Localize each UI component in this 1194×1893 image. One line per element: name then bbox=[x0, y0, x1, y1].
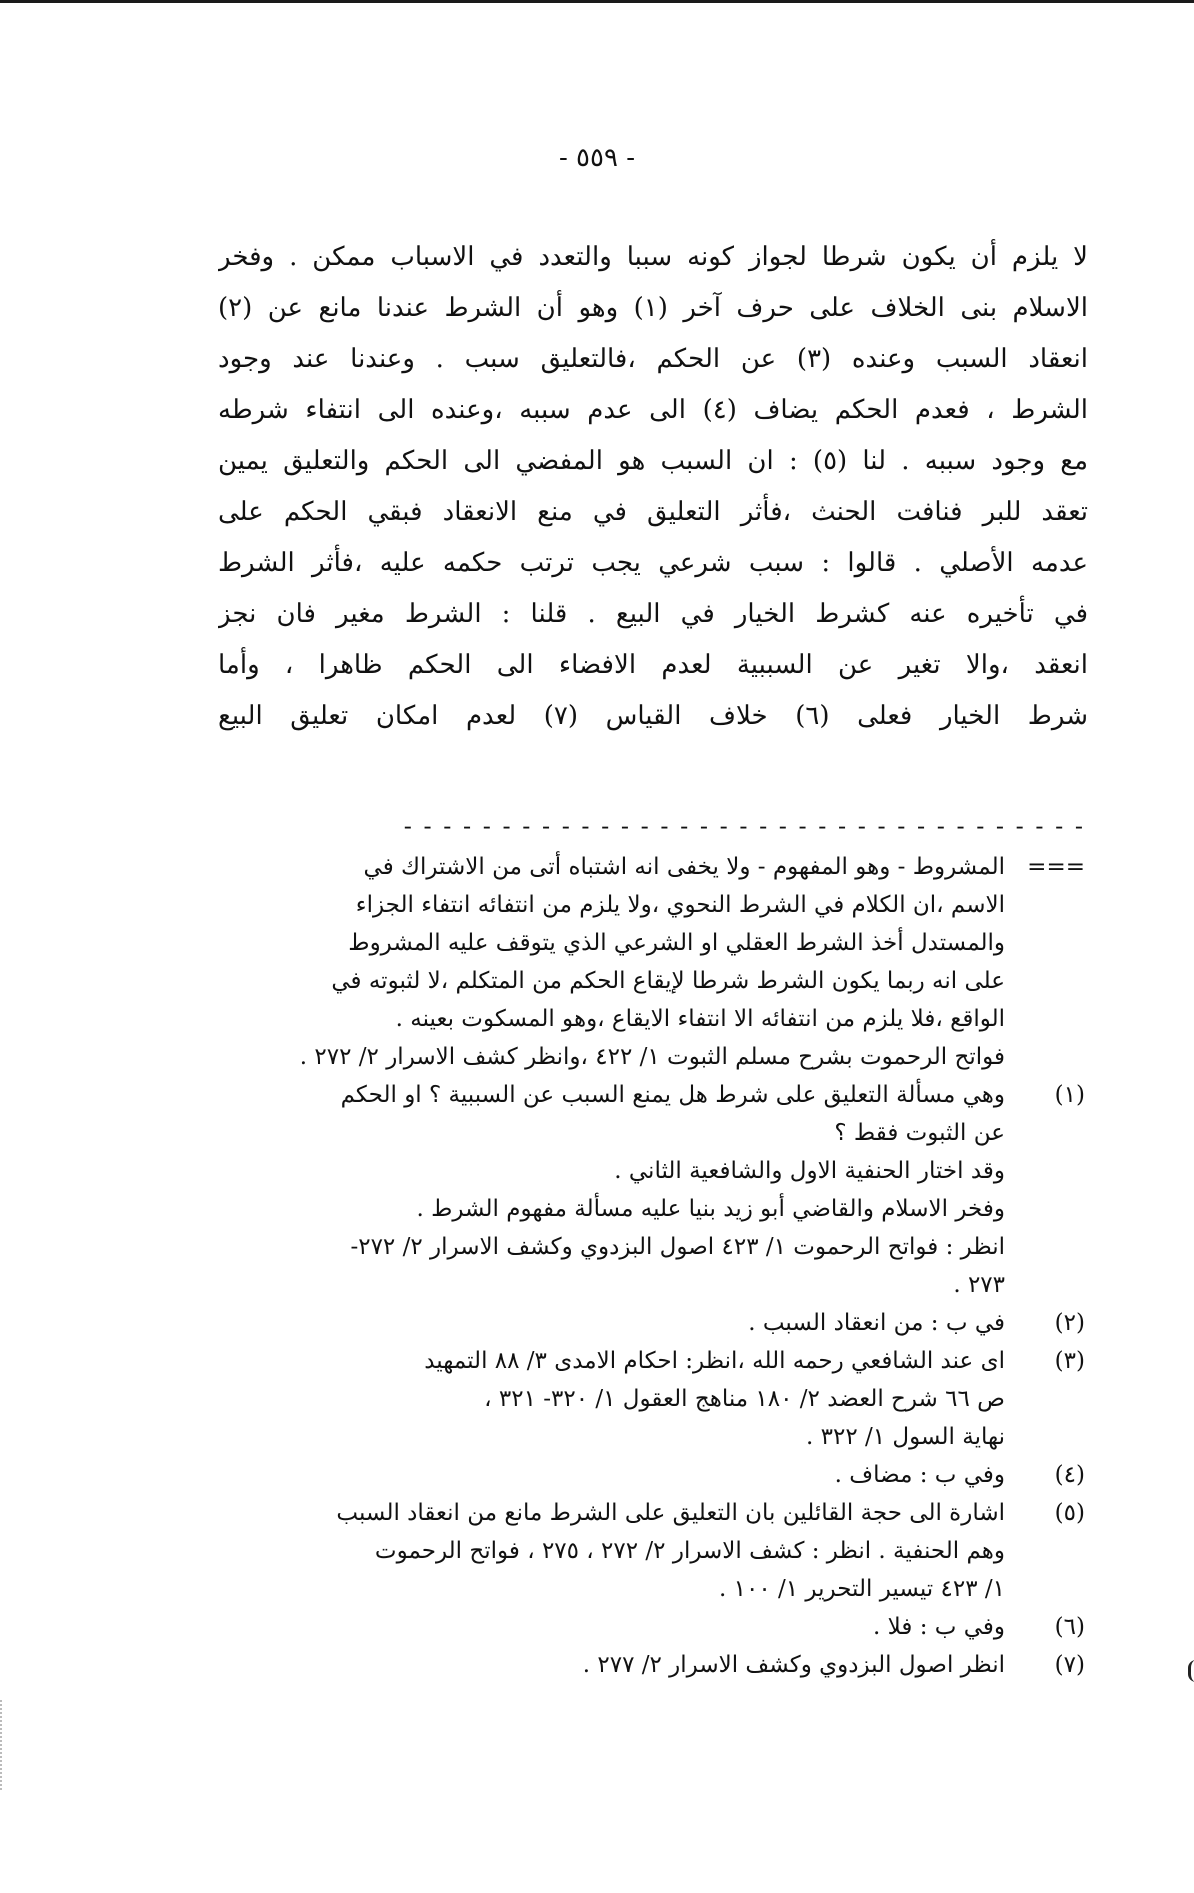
footnote-line: اشارة الى حجة القائلين بان التعليق على الشرط مانع من انعقاد السبب bbox=[336, 1500, 1005, 1526]
body-line: انعقاد السبب وعنده (٣) عن الحكم ،فالتعليق سبب . وعندنا عند وجود bbox=[218, 344, 1088, 374]
footnote-line: اى عند الشافعي رحمه الله ،انظر: احكام الامدى ٣/ ٨٨ التمهيد bbox=[424, 1348, 1005, 1374]
scan-edge-mark bbox=[1188, 1660, 1194, 1682]
page-number: - ٥٥٩ - bbox=[558, 143, 636, 173]
footnote-3 bbox=[180, 1342, 1085, 1456]
footnote-2 bbox=[180, 1304, 1085, 1342]
footnote-line: الواقع ،فلا يلزم من انتفائه الا انتفاء الايقاع ،وهو المسكوت بعينه . bbox=[395, 1006, 1005, 1032]
footnote-line: فواتح الرحموت بشرح مسلم الثبوت ١/ ٤٢٢ ،وانظر كشف الاسرار ٢/ ٢٧٢ . bbox=[299, 1044, 1005, 1070]
footnote-line: وقد اختار الحنفية الاول والشافعية الثاني . bbox=[614, 1158, 1005, 1184]
footnote-line: على انه ربما يكون الشرط شرطا لإيقاع الحكم من المتكلم ،لا لثبوته في bbox=[331, 968, 1005, 994]
body-line: في تأخيره عنه كشرط الخيار في البيع . قلنا : الشرط مغير فان نجز bbox=[218, 599, 1088, 629]
footnote-line: والمستدل أخذ الشرط العقلي او الشرعي الذي يتوقف عليه المشروط bbox=[348, 930, 1005, 956]
footnote-line: في ب : من انعقاد السبب . bbox=[748, 1310, 1005, 1336]
footnote-body bbox=[180, 1304, 1005, 1342]
footnote-continuation bbox=[180, 848, 1085, 1076]
footnote-marker: (٦) bbox=[1054, 1614, 1085, 1640]
footnote-line: وفي ب : فلا . bbox=[873, 1614, 1005, 1640]
footnote-1 bbox=[180, 1076, 1085, 1304]
footnotes-section bbox=[180, 848, 1085, 1684]
footnote-marker: (٧) bbox=[1054, 1652, 1085, 1678]
footnote-7 bbox=[180, 1646, 1085, 1684]
footnote-divider: - - - - - - - - - - - - - - - - - - - - - - - - - - - - - - - - - - - bbox=[403, 812, 1085, 840]
footnote-5 bbox=[180, 1494, 1085, 1608]
body-line: لا يلزم أن يكون شرطا لجواز كونه سببا والتعدد في الاسباب ممكن . وفخر bbox=[218, 242, 1088, 272]
footnote-marker: (٤) bbox=[1054, 1462, 1085, 1488]
footnote-line: انظر : فواتح الرحموت ١/ ٤٢٣ اصول البزدوي وكشف الاسرار ٢/ ٢٧٢- bbox=[350, 1234, 1005, 1260]
footnote-line: وهي مسألة التعليق على شرط هل يمنع السبب عن السببية ؟ او الحكم bbox=[340, 1082, 1005, 1108]
footnote-4 bbox=[180, 1456, 1085, 1494]
scan-speckles bbox=[0, 1700, 14, 1790]
footnote-body bbox=[180, 1342, 1005, 1456]
footnote-line: نهاية السول ١/ ٣٢٢ . bbox=[806, 1424, 1005, 1450]
footnote-line: ٢٧٣ . bbox=[953, 1272, 1005, 1298]
footnote-line: وهم الحنفية . انظر : كشف الاسرار ٢/ ٢٧٢ ، ٢٧٥ ، فواتح الرحموت bbox=[374, 1538, 1005, 1564]
footnote-body bbox=[180, 1456, 1005, 1494]
footnote-marker: === bbox=[1027, 854, 1085, 880]
footnote-6 bbox=[180, 1608, 1085, 1646]
body-line: الشرط ، فعدم الحكم يضاف (٤) الى عدم سببه ،وعنده الى انتفاء شرطه bbox=[218, 395, 1088, 425]
footnote-line: ١/ ٤٢٣ تيسير التحرير ١/ ١٠٠ . bbox=[719, 1576, 1005, 1602]
footnote-body bbox=[180, 1608, 1005, 1646]
footnote-line: المشروط - وهو المفهوم - ولا يخفى انه اشتباه أتى من الاشتراك في bbox=[363, 854, 1005, 880]
footnote-line: الاسم ،ان الكلام في الشرط النحوي ،ولا يلزم من انتفائه انتفاء الجزاء bbox=[355, 892, 1005, 918]
body-line: انعقد ،والا تغير عن السببية لعدم الافضاء الى الحكم ظاهرا ، وأما bbox=[218, 650, 1088, 680]
top-border-rule bbox=[0, 0, 1194, 3]
main-body-text bbox=[218, 232, 1088, 742]
footnote-body bbox=[180, 848, 1005, 1076]
footnote-body bbox=[180, 1494, 1005, 1608]
footnote-marker: (٥) bbox=[1054, 1500, 1085, 1526]
body-line: شرط الخيار فعلى (٦) خلاف القياس (٧) لعدم امكان تعليق البيع bbox=[218, 701, 1088, 731]
footnote-line: عن الثبوت فقط ؟ bbox=[834, 1120, 1005, 1146]
footnote-marker: (٣) bbox=[1054, 1348, 1085, 1374]
footnote-line: ص ٦٦ شرح العضد ٢/ ١٨٠ مناهج العقول ١/ ٣٢٠- ٣٢١ ، bbox=[484, 1386, 1005, 1412]
body-line: مع وجود سببه . لنا (٥) : ان السبب هو المفضي الى الحكم والتعليق يمين bbox=[218, 446, 1088, 476]
body-line: الاسلام بنى الخلاف على حرف آخر (١) وهو أن الشرط عندنا مانع عن (٢) bbox=[218, 293, 1088, 323]
footnote-body bbox=[180, 1646, 1005, 1684]
footnote-marker: (١) bbox=[1054, 1082, 1085, 1108]
footnote-marker: (٢) bbox=[1054, 1310, 1085, 1336]
footnote-line: وفي ب : مضاف . bbox=[834, 1462, 1005, 1488]
footnote-body bbox=[180, 1076, 1005, 1304]
footnote-line: وفخر الاسلام والقاضي أبو زيد بنيا عليه مسألة مفهوم الشرط . bbox=[416, 1196, 1005, 1222]
body-line: عدمه الأصلي . قالوا : سبب شرعي يجب ترتب حكمه عليه ،فأثر الشرط bbox=[218, 548, 1088, 578]
body-line: تعقد للبر فنافت الحنث ،فأثر التعليق في منع الانعقاد فبقي الحكم على bbox=[218, 497, 1088, 527]
footnote-line: انظر اصول البزدوي وكشف الاسرار ٢/ ٢٧٧ . bbox=[582, 1652, 1005, 1678]
